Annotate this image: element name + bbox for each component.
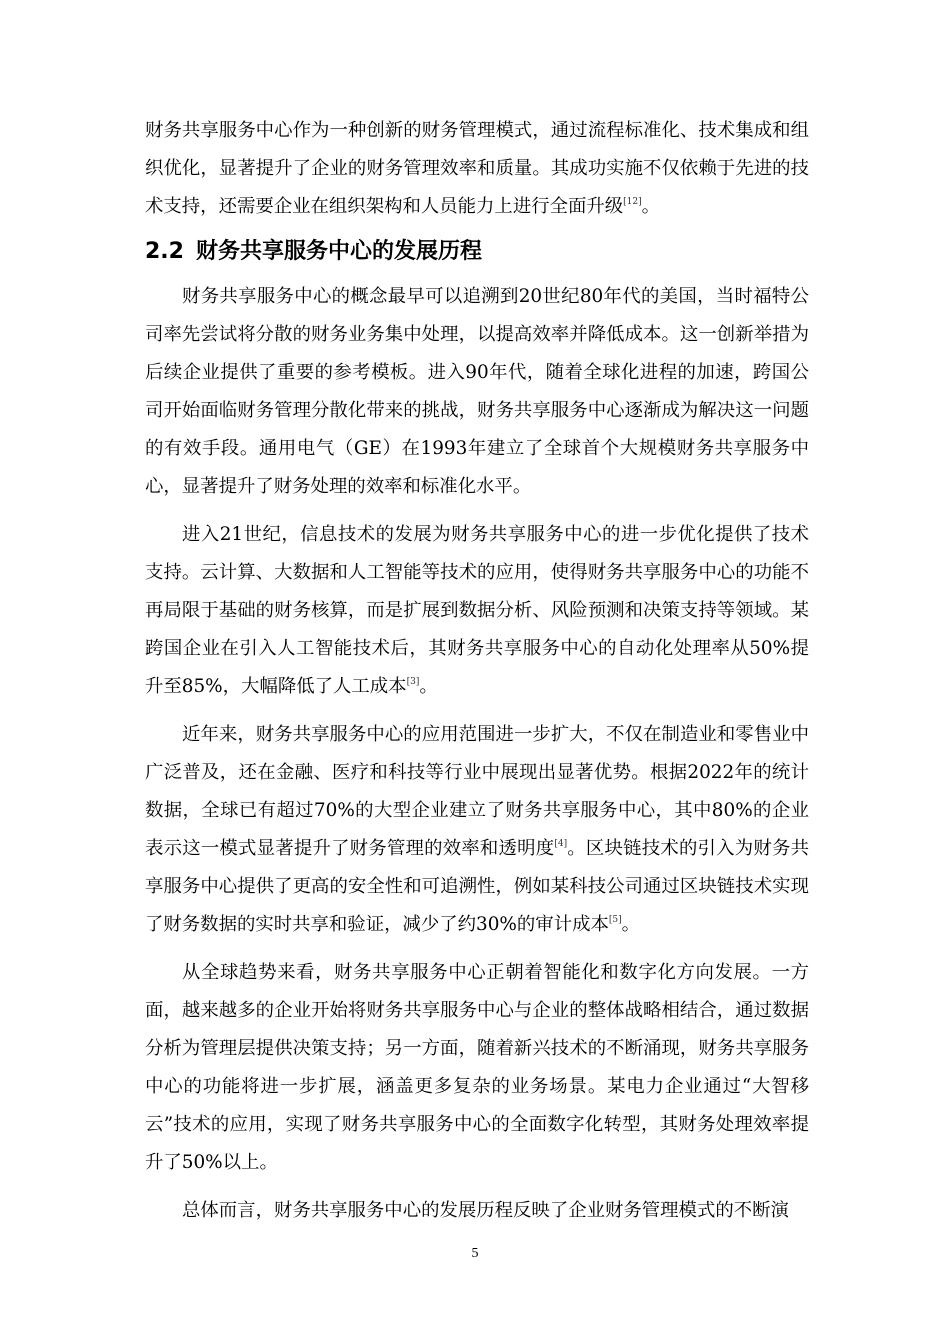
paragraph-text: 近年来，财务共享服务中心的应用范围进一步扩大，不仅在制造业和零售业中广泛普及，还在金融、医疗和科技等行业中展现出显著优势。根据2022年的统计数据，全球已有超过70%的大型企业建立了财务共享服务中心，其中80%的企业表示这一模式显著提升了财务管理的效率和透明度 (145, 724, 809, 859)
body-paragraph (145, 716, 809, 944)
section-title: 财务共享服务中心的发展历程 (195, 239, 482, 264)
page-number: 5 (471, 1246, 479, 1261)
citation-reference: [3] (406, 677, 420, 687)
paragraph-gap (145, 706, 809, 716)
body-paragraph (145, 278, 809, 506)
paragraph-text: 。 (641, 196, 661, 217)
citation-reference: [5] (608, 915, 622, 925)
paragraph-text: 进入21世纪，信息技术的发展为财务共享服务中心的进一步优化提供了技术支持。云计算、大数据和人工智能等技术的应用，使得财务共享服务中心的功能不再局限于基础的财务核算，而是扩展到数据分析、风险预测和决策支持等领域。某跨国企业在引入人工智能技术后，其财务共享服务中心的自动化处理率从50%提升至85%，大幅降低了人工成本 (145, 524, 809, 697)
section-heading (145, 232, 809, 272)
paragraph-gap (145, 944, 809, 954)
page-content (145, 112, 809, 1230)
paragraph-gap (145, 506, 809, 516)
paragraph-text: 。区块链技术的引入为财务共享服务中心提供了更高的安全性和可追溯性，例如某科技公司通过区块链技术实现了财务数据的实时共享和验证，减少了约30%的审计成本 (145, 838, 809, 935)
paragraph-text: 财务共享服务中心的概念最早可以追溯到20世纪80年代的美国，当时福特公司率先尝试将分散的财务业务集中处理，以提高效率并降低成本。这一创新举措为后续企业提供了重要的参考模板。进入90年代，随着全球化进程的加速，跨国公司开始面临财务管理分散化带来的挑战，财务共享服务中心逐渐成为解决这一问题的有效手段。通用电气（GE）在1993年建立了全球首个大规模财务共享服务中心，显著提升了财务处理的效率和标准化水平。 (145, 286, 809, 497)
paragraph-text: 从全球趋势来看，财务共享服务中心正朝着智能化和数字化方向发展。一方面，越来越多的企业开始将财务共享服务中心与企业的整体战略相结合，通过数据分析为管理层提供决策支持；另一方面，随着新兴技术的不断涌现，财务共享服务中心的功能将进一步扩展，涵盖更多复杂的业务场景。某电力企业通过“大智移云”技术的应用，实现了财务共享服务中心的全面数字化转型，其财务处理效率提升了50%以上。 (145, 962, 809, 1173)
intro-paragraph (145, 112, 809, 226)
paragraph-text: 财务共享服务中心作为一种创新的财务管理模式，通过流程标准化、技术集成和组织优化，显著提升了企业的财务管理效率和质量。其成功实施不仅依赖于先进的技术支持，还需要企业在组织架构和人员能力上进行全面升级 (145, 120, 809, 217)
body-paragraph (145, 516, 809, 706)
paragraph-text: 。 (419, 676, 438, 697)
paragraph-gap (145, 1182, 809, 1192)
paragraph-text: 总体而言，财务共享服务中心的发展历程反映了企业财务管理模式的不断演 (182, 1200, 789, 1221)
citation-reference: [12] (623, 197, 642, 207)
citation-reference: [4] (554, 839, 568, 849)
body-paragraph (145, 1192, 809, 1230)
body-paragraph (145, 954, 809, 1182)
paragraph-text: 。 (621, 914, 641, 935)
section-number: 2.2 (145, 239, 184, 264)
